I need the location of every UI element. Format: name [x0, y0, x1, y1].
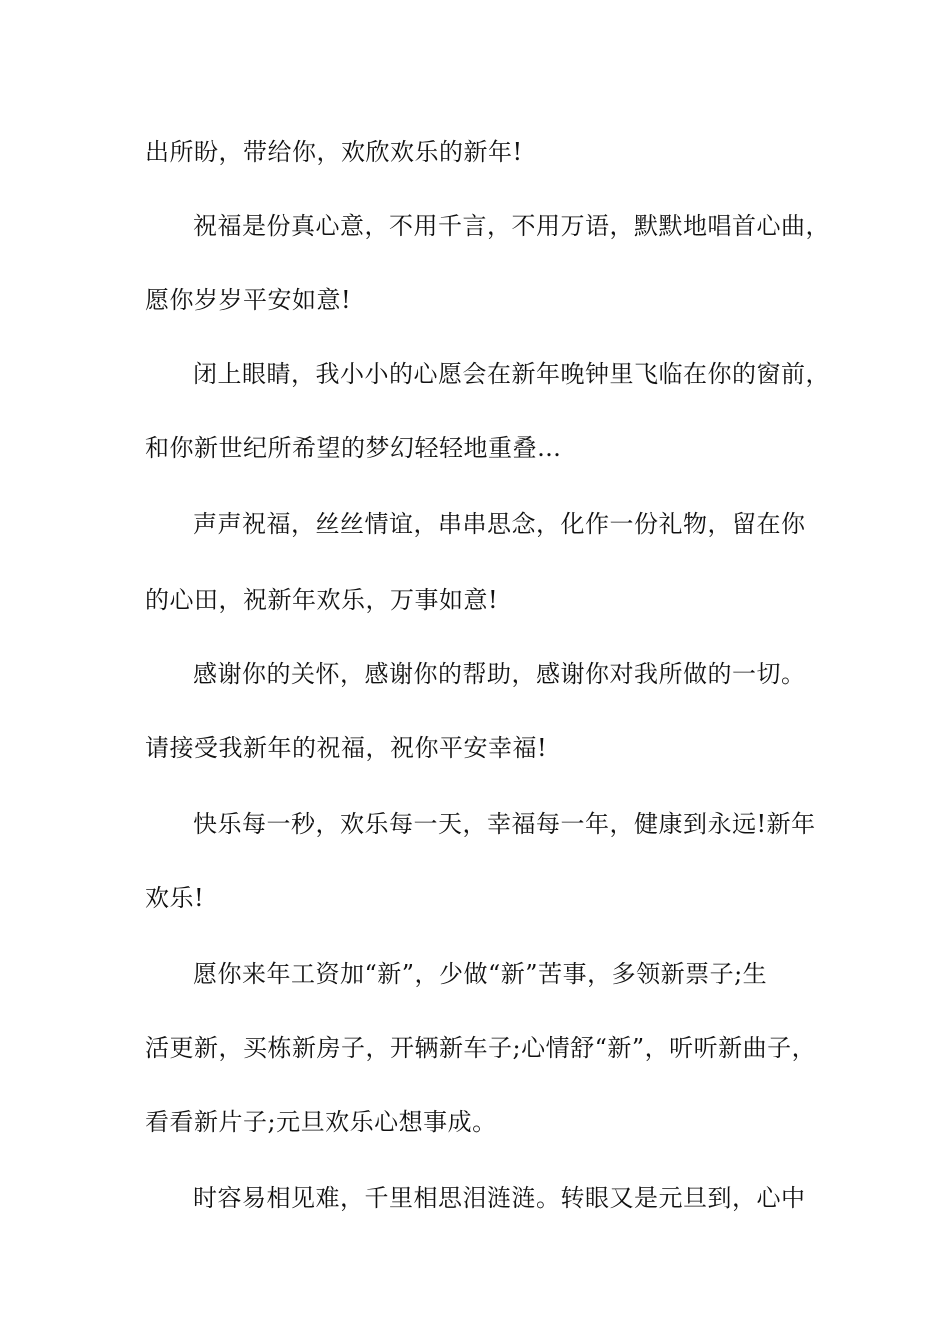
paragraph-line: 时容易相见难，千里相思泪涟涟。转眼又是元旦到，心中	[193, 1184, 806, 1212]
paragraph-line: 闭上眼睛，我小小的心愿会在新年晚钟里飞临在你的窗前，	[193, 360, 830, 388]
text-line: 的心田，祝新年欢乐，万事如意!	[145, 586, 499, 614]
paragraph-line: 声声祝福，丝丝情谊，串串思念，化作一份礼物，留在你	[193, 510, 806, 538]
text-line: 请接受我新年的祝福，祝你平安幸福!	[145, 734, 548, 762]
text-line: 欢乐!	[145, 884, 205, 912]
text-line: 愿你岁岁平安如意!	[145, 286, 352, 314]
text-line: 活更新，买栋新房子，开辆新车子;心情舒“新”，听听新曲子，	[145, 1034, 817, 1062]
text-line: 出所盼，带给你，欢欣欢乐的新年!	[145, 138, 523, 166]
paragraph-line: 感谢你的关怀，感谢你的帮助，感谢你对我所做的一切。	[193, 660, 806, 688]
text-line: 看看新片子;元旦欢乐心想事成。	[145, 1108, 497, 1136]
paragraph-line: 愿你来年工资加“新”，少做“新”苦事，多领新票子;生	[193, 960, 768, 988]
paragraph-line: 快乐每一秒，欢乐每一天，幸福每一年，健康到永远!新年	[193, 810, 816, 838]
paragraph-line: 祝福是份真心意，不用千言，不用万语，默默地唱首心曲，	[193, 212, 830, 240]
text-line: 和你新世纪所希望的梦幻轻轻地重叠…	[145, 434, 562, 462]
